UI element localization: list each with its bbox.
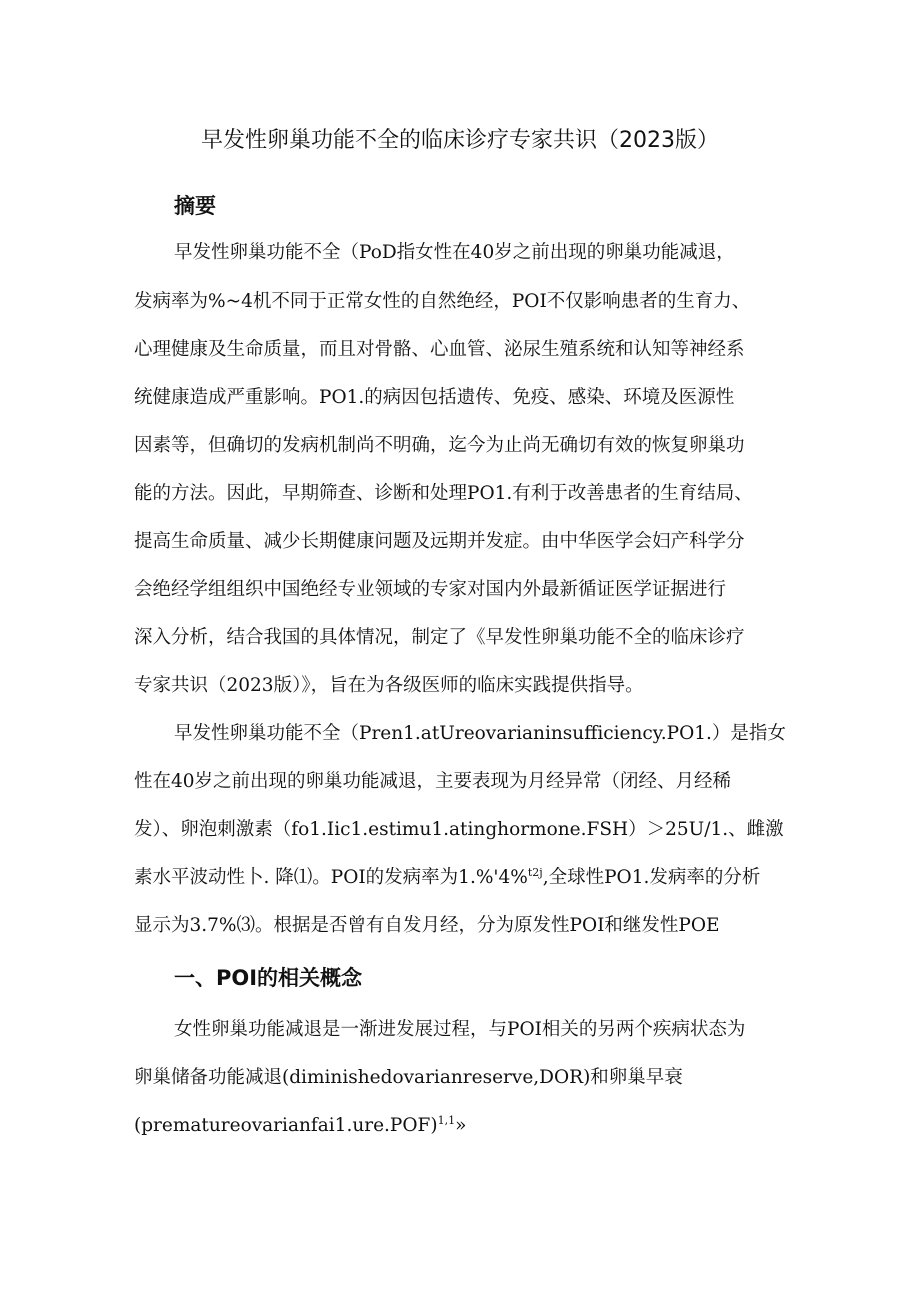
abstract-line-3: 心理健康及生命质量，而且对骨骼、心血管、泌尿生殖系统和认知等神经系	[134, 339, 745, 360]
section1-line-3-tail: »	[455, 1115, 467, 1136]
abstract-line-2: 发病率为%~4机不同于正常女性的自然绝经，POI不仅影响患者的生育力、	[134, 291, 751, 312]
section1-line-2: 卵巢储备功能减退(diminishedovarianreserve,DOR)和卵巢早衰	[134, 1067, 683, 1088]
abstract-line-8: 会绝经学组组织中国绝经专业领域的专家对国内外最新循证医学证据进行	[134, 579, 727, 600]
abstract-heading: 摘要	[174, 194, 216, 218]
abstract-line-4: 统健康造成严重影响。PO1.的病因包括遗传、免疫、感染、环境及医源性	[134, 387, 735, 408]
intro-line-4	[134, 866, 760, 890]
intro-line-2: 性在40岁之前出现的卵巢功能减退，主要表现为月经异常（闭经、月经稀	[134, 771, 732, 792]
section1-citation: 1,1	[437, 1113, 456, 1127]
intro-line-1: 早发性卵巢功能不全（Pren1.atUreovarianinsufficiency.PO1.）是指女	[174, 723, 786, 744]
abstract-line-1: 早发性卵巢功能不全（PoD指女性在40岁之前出现的卵巢功能减退，	[174, 242, 735, 263]
section1-line-1: 女性卵巢功能减退是一渐进发展过程，与POI相关的另两个疾病状态为	[174, 1019, 746, 1040]
abstract-line-6: 能的方法。因此，早期筛查、诊断和处理PO1.有利于改善患者的生育结局、	[134, 483, 753, 504]
section1-heading: 一、POI的相关概念	[174, 966, 363, 990]
intro-line-4-text: 素水平波动性卜. 降⑴。POI的发病率为1.%'4%	[134, 867, 528, 888]
document-title: 早发性卵巢功能不全的临床诊疗专家共识（2023版）	[201, 128, 719, 153]
section1-line-3	[134, 1114, 466, 1138]
abstract-line-5: 因素等，但确切的发病机制尚不明确，迄今为止尚无确切有效的恢复卵巢功	[134, 435, 745, 456]
abstract-line-9: 深入分析，结合我国的具体情况，制定了《早发性卵巢功能不全的临床诊疗	[134, 627, 745, 648]
section1-line-3-text: (prematureovarianfai1.ure.POF)	[134, 1115, 438, 1136]
intro-line-3: 发）、卵泡刺激素（fo1.Iic1.estimu1.atinghormone.FSH）＞25U/1.、雌激	[134, 819, 784, 840]
intro-line-4-tail: ,全球性PO1.发病率的分析	[542, 867, 761, 888]
abstract-line-7: 提高生命质量、减少长期健康问题及远期并发症。由中华医学会妇产科学分	[134, 531, 745, 552]
intro-citation: t2j	[527, 865, 543, 879]
intro-line-5: 显示为3.7%⑶。根据是否曾有自发月经，分为原发性POI和继发性POE	[134, 915, 720, 936]
abstract-line-10: 专家共识（2023版）》，旨在为各级医师的临床实践提供指导。	[134, 675, 644, 696]
